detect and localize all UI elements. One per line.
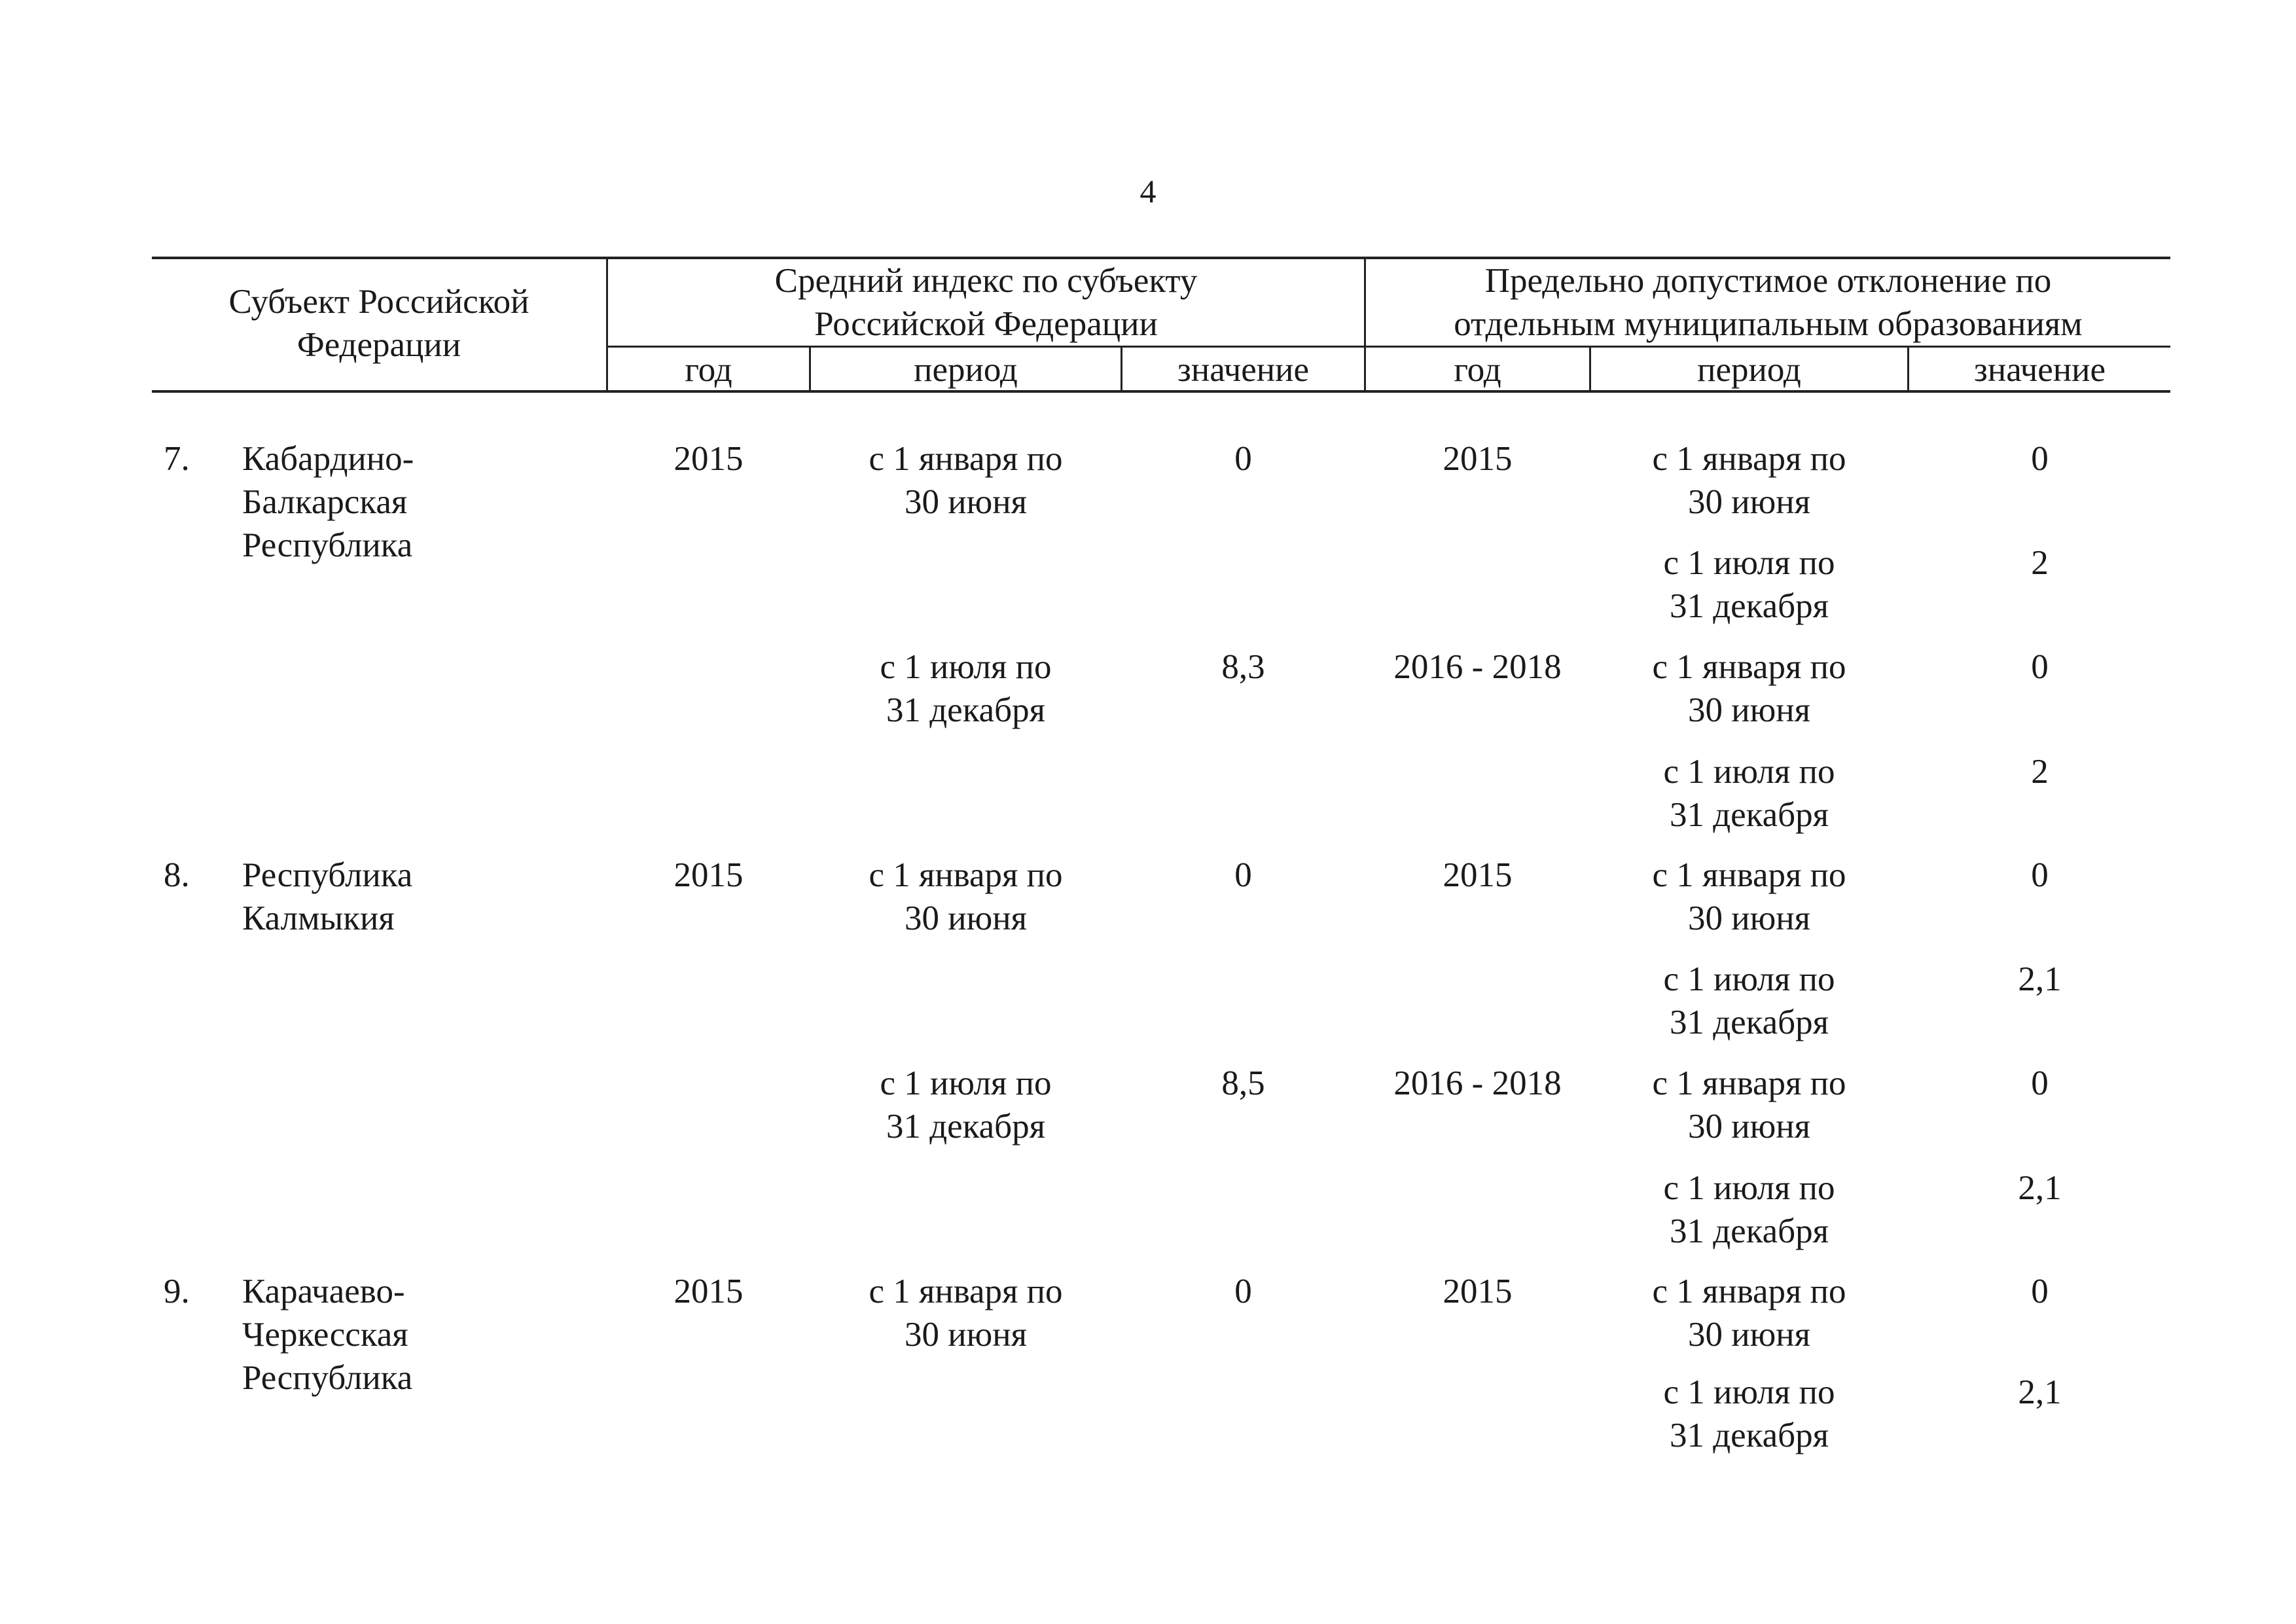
header-dev-year: год — [1454, 351, 1501, 389]
header-avg-index-line-2: Российской Федерации — [814, 305, 1158, 343]
header-subject-line-1: Субъект Российской — [228, 283, 529, 321]
subject-name-line: Калмыкия — [242, 899, 395, 937]
dev-value: 2,1 — [2018, 1373, 2062, 1411]
subject-name-line: Кабардино- — [242, 440, 414, 478]
subject-name — [242, 437, 414, 567]
header-max-deviation — [1366, 259, 2170, 346]
dev-period-line: 30 июня — [1688, 691, 1810, 729]
subject-name-line: Республика — [242, 856, 413, 894]
avg-period-line: 30 июня — [905, 899, 1027, 937]
dev-period-line: 30 июня — [1688, 899, 1810, 937]
dev-value: 2,1 — [2018, 960, 2062, 998]
header-subject — [152, 280, 606, 367]
dev-year: 2015 — [1443, 1272, 1513, 1310]
dev-value: 2 — [2031, 753, 2049, 791]
avg-value: 0 — [1234, 440, 1252, 478]
avg-period — [811, 1062, 1121, 1148]
avg-period — [811, 645, 1121, 732]
dev-value: 2,1 — [2018, 1169, 2062, 1207]
header-avg-value: значение — [1177, 351, 1310, 389]
header-avg-index — [608, 259, 1364, 346]
dev-value: 0 — [2031, 648, 2049, 686]
dev-period-line: с 1 июля по — [1663, 1169, 1835, 1207]
dev-period-line: 31 декабря — [1669, 587, 1829, 625]
dev-value: 2 — [2031, 544, 2049, 582]
dev-period — [1591, 1062, 1907, 1148]
avg-period-line: с 1 января по — [869, 856, 1063, 894]
header-subrule — [606, 346, 2170, 348]
avg-value: 8,5 — [1221, 1064, 1265, 1102]
row-number: 8. — [164, 856, 190, 894]
avg-period-line: с 1 июля по — [880, 1064, 1052, 1102]
dev-period-line: с 1 июля по — [1663, 544, 1835, 582]
dev-value: 0 — [2031, 1064, 2049, 1102]
avg-period-line: 30 июня — [905, 1316, 1027, 1354]
dev-period-line: 30 июня — [1688, 1108, 1810, 1146]
header-avg-index-line-1: Средний индекс по субъекту — [774, 262, 1198, 300]
dev-period-line: с 1 января по — [1652, 1064, 1846, 1102]
dev-period-line: 31 декабря — [1669, 796, 1829, 834]
dev-year: 2015 — [1443, 856, 1513, 894]
dev-value: 0 — [2031, 440, 2049, 478]
dev-period — [1591, 541, 1907, 628]
avg-period — [811, 854, 1121, 940]
dev-period-line: с 1 января по — [1652, 648, 1846, 686]
avg-period-line: с 1 июля по — [880, 648, 1052, 686]
dev-value: 0 — [2031, 856, 2049, 894]
avg-period-line: 30 июня — [905, 483, 1027, 521]
subject-name-line: Черкесская — [242, 1316, 408, 1354]
avg-value: 8,3 — [1221, 648, 1265, 686]
dev-year: 2016 - 2018 — [1393, 648, 1562, 686]
dev-period-line: 30 июня — [1688, 483, 1810, 521]
avg-year: 2015 — [673, 440, 744, 478]
avg-value: 0 — [1234, 1272, 1252, 1310]
header-dev-period: период — [1697, 351, 1801, 389]
header-avg-year: год — [685, 351, 732, 389]
header-dev-value: значение — [1973, 351, 2106, 389]
avg-period-line: 31 декабря — [886, 1108, 1046, 1146]
subject-name-line: Республика — [242, 1359, 413, 1397]
dev-period-line: 31 декабря — [1669, 1212, 1829, 1250]
dev-period-line: 30 июня — [1688, 1316, 1810, 1354]
avg-period-line: 31 декабря — [886, 691, 1046, 729]
avg-period-line: с 1 января по — [869, 440, 1063, 478]
dev-period — [1591, 645, 1907, 732]
dev-period-line: с 1 января по — [1652, 856, 1846, 894]
row-number: 7. — [164, 440, 190, 478]
dev-period-line: 31 декабря — [1669, 1416, 1829, 1454]
subject-name-line: Балкарская — [242, 483, 408, 521]
dev-period-line: 31 декабря — [1669, 1003, 1829, 1041]
avg-period — [811, 1270, 1121, 1356]
subject-name-line: Республика — [242, 526, 413, 564]
subject-name-line: Карачаево- — [242, 1272, 405, 1310]
header-avg-period: период — [914, 351, 1018, 389]
dev-period — [1591, 854, 1907, 940]
subject-name — [242, 854, 412, 940]
avg-value: 0 — [1234, 856, 1252, 894]
header-max-deviation-line-1: Предельно допустимое отклонение по — [1484, 262, 2052, 300]
dev-period-line: с 1 июля по — [1663, 1373, 1835, 1411]
dev-period-line: с 1 января по — [1652, 440, 1846, 478]
avg-period — [811, 437, 1121, 524]
subject-name — [242, 1270, 412, 1399]
avg-period-line: с 1 января по — [869, 1272, 1063, 1310]
dev-period — [1591, 1166, 1907, 1253]
dev-period — [1591, 958, 1907, 1044]
dev-period — [1591, 437, 1907, 524]
dev-value: 0 — [2031, 1272, 2049, 1310]
avg-year: 2015 — [673, 1272, 744, 1310]
header-max-deviation-line-2: отдельным муниципальным образованиям — [1454, 305, 2083, 343]
row-number: 9. — [164, 1272, 190, 1310]
dev-period-line: с 1 января по — [1652, 1272, 1846, 1310]
dev-period-line: с 1 июля по — [1663, 960, 1835, 998]
dev-year: 2015 — [1443, 440, 1513, 478]
dev-period — [1591, 1270, 1907, 1356]
dev-period-line: с 1 июля по — [1663, 753, 1835, 791]
dev-year: 2016 - 2018 — [1393, 1064, 1562, 1102]
dev-period — [1591, 750, 1907, 837]
avg-year: 2015 — [673, 856, 744, 894]
dev-period — [1591, 1371, 1907, 1457]
header-subject-line-2: Федерации — [296, 326, 461, 364]
page-number: 4 — [1139, 173, 1157, 209]
